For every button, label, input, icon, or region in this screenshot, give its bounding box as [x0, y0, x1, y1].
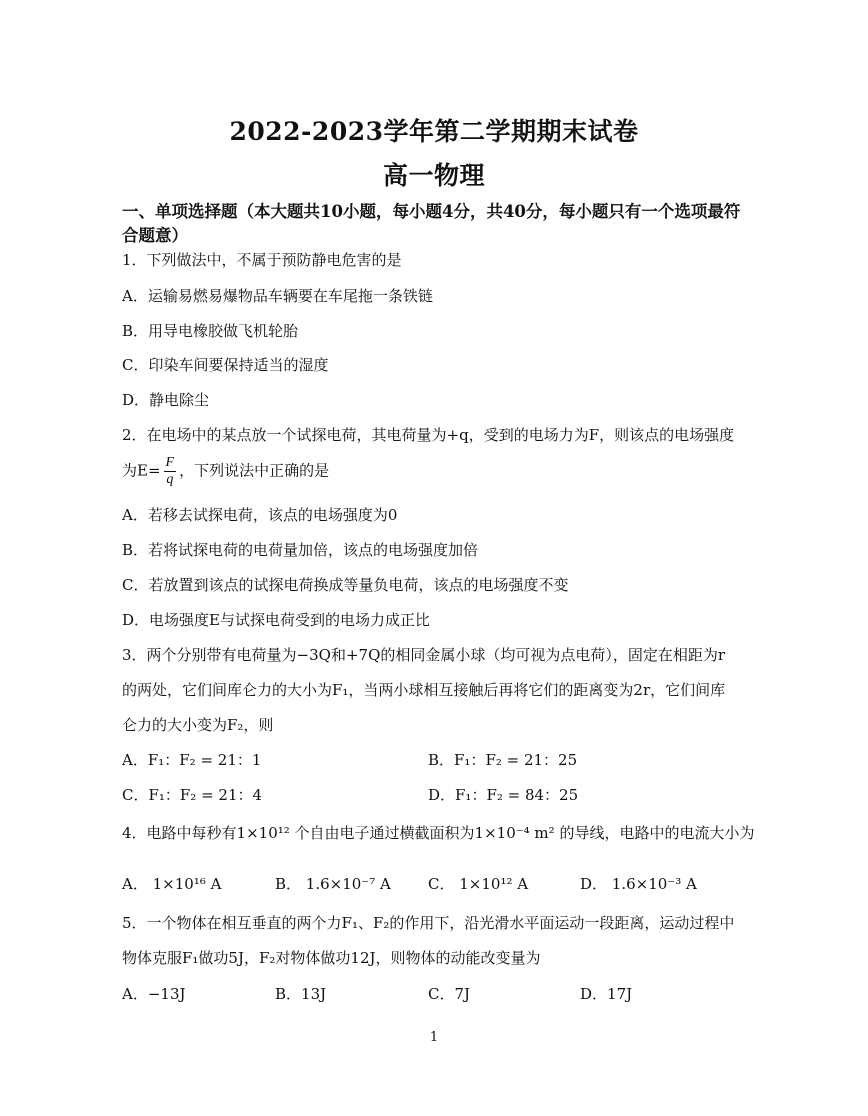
q3-option-c: C．F₁：F₂ = 21：4 — [122, 786, 263, 804]
q5-option-b: B．13J — [275, 985, 327, 1003]
q4-option-a: A． 1×10¹⁶ A — [122, 875, 222, 893]
q5-option-d: D．17J — [580, 985, 633, 1003]
q4-stem: 4．电路中每秒有1×10¹² 个自由电子通过横截面积为1×10⁻⁴ m² 的导线，电路中的电流大小为 — [122, 824, 755, 842]
q2-option-b: B．若将试探电荷的电荷量加倍，该点的电场强度加倍 — [122, 541, 479, 559]
field-strength-fraction — [164, 455, 177, 488]
q4-option-d: D． 1.6×10⁻³ A — [580, 875, 697, 893]
fraction-denominator: q — [166, 472, 174, 487]
q2-stem-line1: 2．在电场中的某点放一个试探电荷，其电荷量为+q，受到的电场力为F，则该点的电场强度 — [122, 426, 735, 444]
q3-option-d: D．F₁：F₂ = 84：25 — [428, 786, 579, 804]
q3-option-b: B．F₁：F₂ = 21：25 — [428, 751, 578, 769]
q5-option-c: C．7J — [428, 985, 471, 1003]
q2-stem-prefix: 为E= — [122, 461, 161, 480]
q3-stem-line1: 3．两个分别带有电荷量为−3Q和+7Q的相同金属小球（均可视为点电荷），固定在相距为r — [122, 646, 726, 664]
q1-option-a: A．运输易燃易爆物品车辆要在车尾拖一条铁链 — [122, 287, 433, 305]
q5-stem-line1: 5．一个物体在相互垂直的两个力F₁、F₂的作用下，沿光滑水平面运动一段距离，运动过程中 — [122, 914, 735, 932]
q2-option-c: C．若放置到该点的试探电荷换成等量负电荷，该点的电场强度不变 — [122, 576, 569, 594]
q3-stem-line3: 仑力的大小变为F₂，则 — [122, 716, 274, 734]
q1-option-c: C．印染车间要保持适当的湿度 — [122, 356, 329, 374]
page-number: 1 — [429, 1030, 439, 1045]
q2-option-a: A．若移去试探电荷，该点的电场强度为0 — [122, 506, 398, 524]
q4-option-b: B． 1.6×10⁻⁷ A — [275, 875, 391, 893]
section-heading: 一、单项选择题（本大题共10小题，每小题4分，共40分，每小题只有一个选项最符合题意） — [122, 202, 741, 245]
q2-option-d: D．电场强度E与试探电荷受到的电场力成正比 — [122, 611, 430, 629]
exam-title: 2022-2023学年第二学期期末试卷 — [229, 117, 639, 146]
q1-option-b: B．用导电橡胶做飞机轮胎 — [122, 322, 299, 340]
q2-stem-suffix: ，下列说法中正确的是 — [179, 461, 330, 480]
q3-stem-line2: 的两处，它们间库仑力的大小为F₁，当两小球相互接触后再将它们的距离变为2r，它们间库 — [122, 681, 726, 699]
q2-stem-line2 — [122, 455, 329, 488]
q3-option-a: A．F₁：F₂ = 21：1 — [122, 751, 262, 769]
exam-subtitle: 高一物理 — [382, 161, 485, 190]
q4-option-c: C． 1×10¹² A — [428, 875, 529, 893]
q5-stem-line2: 物体克服F₁做功5J，F₂对物体做功12J，则物体的动能改变量为 — [122, 949, 541, 967]
q5-option-a: A．−13J — [122, 985, 186, 1003]
fraction-numerator: F — [165, 455, 175, 470]
q1-stem: 1．下列做法中，不属于预防静电危害的是 — [122, 251, 402, 269]
q1-option-d: D．静电除尘 — [122, 391, 210, 409]
